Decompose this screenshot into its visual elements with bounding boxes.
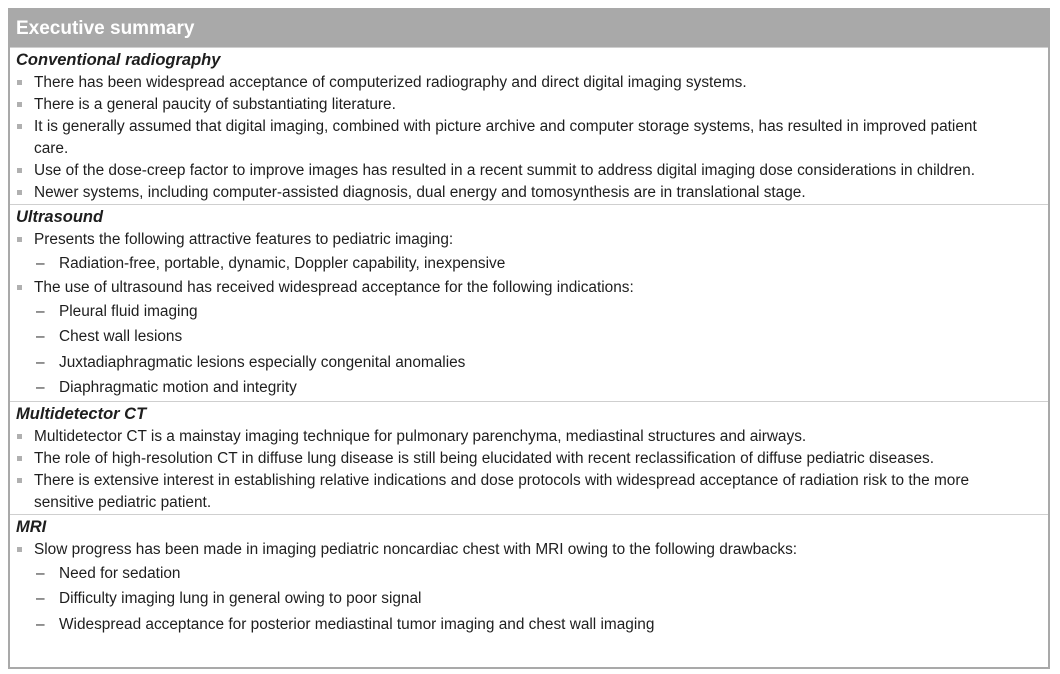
box-title: Executive summary	[10, 10, 1048, 47]
section-title: Ultrasound	[16, 208, 104, 226]
bullet-item: The use of ultrasound has received widespread acceptance for the following indications:	[14, 277, 1048, 299]
section-title: MRI	[16, 517, 47, 536]
sub-item: – Juxtadiaphragmatic lesions especially congenital anomalies	[14, 350, 1048, 376]
sub-item: – Diaphragmatic motion and integrity	[14, 375, 1048, 401]
sub-item: – Need for sedation	[14, 561, 1048, 587]
bullet-item: Presents the following attractive features to pediatric imaging:	[14, 229, 1048, 251]
bullet-item: Newer systems, including computer-assisted diagnosis, dual energy and tomosynthesis are in translational stage.	[14, 182, 1048, 204]
sub-item: – Widespread acceptance for posterior mediastinal tumor imaging and chest wall imaging	[14, 612, 1048, 638]
bullet-item: Multidetector CT is a mainstay imaging technique for pulmonary parenchyma, mediastinal structures and airways.	[14, 426, 1048, 448]
bullet-item: The role of high-resolution CT in diffuse lung disease is still being elucidated with recent reclassification of diffuse pediatric diseases.	[14, 448, 1048, 470]
executive-summary-box	[8, 8, 1050, 669]
sub-item: – Radiation-free, portable, dynamic, Doppler capability, inexpensive	[14, 251, 1048, 277]
section-title: Multidetector CT	[16, 404, 147, 423]
bullet-item: It is generally assumed that digital imaging, combined with picture archive and computer storage systems, has resulted in improved patient care.	[14, 116, 1048, 160]
section-ultrasound	[10, 204, 1048, 401]
bullet-item: There is a general paucity of substantiating literature.	[14, 94, 1048, 116]
bullet-item: Slow progress has been made in imaging pediatric noncardiac chest with MRI owing to the following drawbacks:	[14, 539, 1048, 561]
section-conventional-radiography	[10, 47, 1048, 204]
bullet-item: Use of the dose-creep factor to improve images has resulted in a recent summit to address digital imaging dose considerations in children.	[14, 160, 1048, 182]
section-title: Conventional radiography	[16, 51, 221, 69]
section-mri	[10, 514, 1048, 638]
sub-item: – Difficulty imaging lung in general owing to poor signal	[14, 586, 1048, 612]
sub-item: – Chest wall lesions	[14, 324, 1048, 350]
sub-item: – Pleural fluid imaging	[14, 299, 1048, 325]
bullet-item: There is extensive interest in establishing relative indications and dose protocols with widespread acceptance of radiation risk to the more sensitive pediatric patient.	[14, 470, 1048, 514]
section-multidetector-ct	[10, 401, 1048, 514]
bullet-item: There has been widespread acceptance of computerized radiography and direct digital imaging systems.	[14, 72, 1048, 94]
